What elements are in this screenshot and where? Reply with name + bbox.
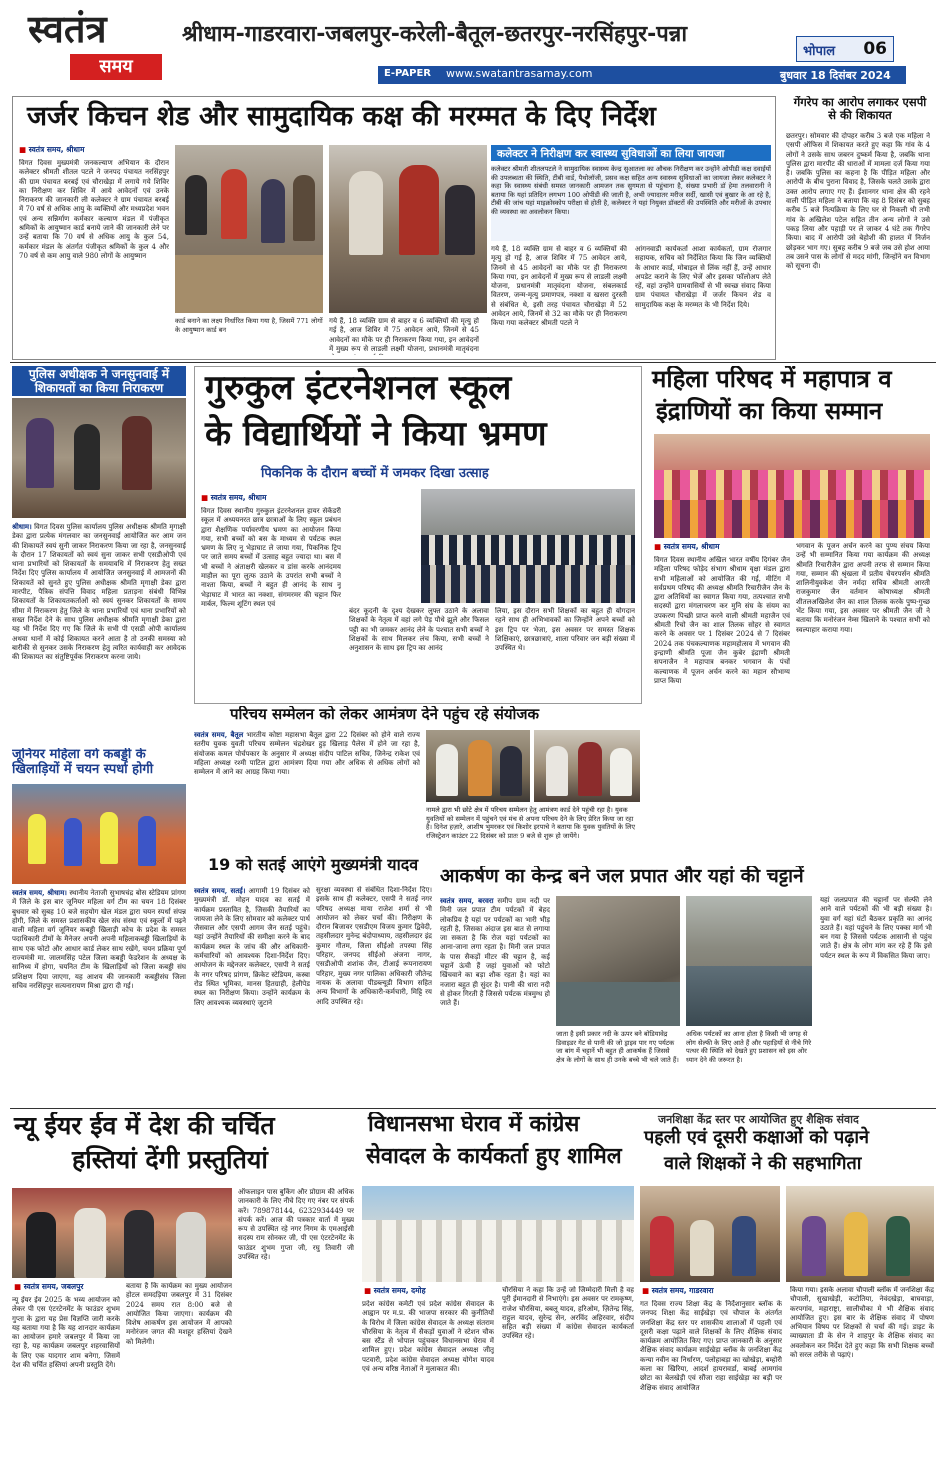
headline-line1: गुरुकुल इंटरनेशनल स्कूल [205,368,512,408]
photo-caption-2: अधिक पर्यटकों का आना होता है किसी भी जगह से लोग सेल्फी के लिए आते हैं और पहाड़ियों से नीचे गिरे पत्थर की स्थिति को देखते हुए प्रशासन को इस ओर ध्यान देने की जरूरत है। [686,1030,812,1064]
headline-line1: पहली एवं दूसरी कक्षाओं को पढ़ाने [644,1127,869,1148]
kicker: जनशिक्षा केंद्र स्तर पर आयोजित हुए शैक्षिक संवाद [658,1113,859,1126]
story-text-col1 [194,886,310,1104]
story-text-col2: बंदर कूदनी के दृश्य देखकर लुफ्त उठाने के अलावा शिक्षकों के नेतृत्व में वहां लगे पेड़ पौधे झूले और फिसल पट्टी का भी जमकर आनंद लेने के पश्चात सभी बच्चों ने शिक्षकों के साथ मिलकर लंच किया, सभी बच्चों ने अनुशासन के साथ इस ट्रिप का आनंद [349,607,489,653]
story-cm-visit [194,856,434,1106]
byline: स्वतंत्र समय, सतई। [194,886,246,895]
headline: गेंगरेप का आरोप लगाकर एसपी से की शिकायत [793,96,927,123]
story-text-col2: बताया है कि कार्यक्रम का मुख्य आयोजन होटल समदड़िया जबलपुर में 31 दिसंबर 2024 समय रात 8:00 बजे से आयोजित किया जाएगा। कार्यक्रम की विशेष आकर्षण इस आयोजन में आपको मनोरंजन जगत की मशहूर हस्तियां देखने को मिलेंगी। [126,1282,232,1346]
students-group-photo [421,489,635,603]
epaper-label: E-PAPER [384,68,431,79]
masthead [0,0,945,88]
story-text-col4: गये हैं, 18 व्यक्ति ग्राम से बाहर व 6 व्यक्तियों की मृत्यु हो गई है, आज शिविर में 75 आवेदन आये, जिनमें से 45 आवेदनों का मौके पर ही निराकरण किया गया, इन आवेदनों में मुख्य रूप से लाडली लक्ष्मी योजना, प्रधानमंत्री मातृवंदना योजना, संबलकार्ड वितरण, जन्म-मृत्यु प्रमाणपत्र, नक्शा व खसरा दुरस्ती से संबंधित थे, इसी तरह पंचायत चौराखेड़ा में 52 आवेदन आये, जिनमें से 32 का मौके पर ही निराकरण किया गया कलेक्टर श्रीमती पटले ने [491,245,627,328]
story-kabaddi-selection [12,748,186,1104]
byline: ■ स्वतंत्र समय, श्रीधाम [19,145,84,155]
story-new-year-eve [12,1112,356,1462]
story-mahila-parishad [648,366,934,862]
byline: श्रीधाम। [12,522,32,531]
headline-line1: न्यू ईयर ईव में देश की चर्चित [14,1112,275,1140]
headline-line2: के विद्यार्थियों ने किया भ्रमण [205,414,547,454]
headline-line2: इंद्राणियों का किया सम्मान [656,397,883,425]
city-name: भोपाल [803,44,836,59]
masthead-cities: श्रीधाम-गाडरवारा-जबलपुर-करेली-बैतूल-छतरपुर-नरसिंहपुर-पन्ना [182,22,688,47]
story-body: आगामी 19 दिसंबर को मुख्यमंत्री डॉ. मोहन यादव का सतई में कार्यक्रम प्रस्तावित है, जिसकी तैयारियों का जायजा लेने के लिए सोमवार को कलेक्टर पार्थ जैसवाल और एसपी आगम जैन सतई पहुंचे। यहां उन्होंने तैयारियों की समीक्षा करने के बाद कार्यक्रम स्थल के जांच की और अधिकारी-कर्मचारियों को आवश्यक दिशा-निर्देश दिए। आयोजन के मद्देनजर कलेक्टर, एसपी ने सतई के नगर परिषद प्रांगण, क्रिकेट स्टेडियम, कस्बा रोड स्थित भूमिका, मानस हितग्राही, हेलीपेड स्थल का निरीक्षण किया। उन्होंने कार्यक्रम के लिए आवश्यक व्यवस्थाएं जुटाने [194,887,310,1007]
subhead: कलेक्टर ने निरीक्षण कर स्वास्थ्य सुविधाओं का लिया जायजा [497,148,725,160]
divider [10,1108,936,1109]
city-badge [796,36,894,62]
story-kitchen-shed [12,96,776,360]
byline: स्वतंत्र समय, बैतूल [194,730,244,739]
story-sp-jansunwai [12,366,186,742]
byline: ■ स्वतंत्र समय, श्रीधाम [654,542,719,552]
story-text [12,522,186,740]
story-parichay-sammelan [194,706,640,850]
headline: आकर्षण का केन्द्र बने जल प्रपात और यहां की चट्टानें [440,866,804,887]
story-text-col5: आंगनवाडी कार्यकर्ता आशा कार्यकर्ता, ग्राम रोजगार सहायक, सचिव को निर्देशित किया कि जिन व्यक्तियों के आधार कार्ड, मोबाइल से लिंक नहीं हैं, उन्हें आधार अपडेट कराने के लिए भेजें और इसका फॉलोअप लेते रहें, वहां उन्होंने ग्रामवासियों से भी स्वच्छ संवाद किया ग्राम पंचायत चौराखेड़ा में जर्जर किचन शेड व सामुदायिक कक्ष के मरम्मत के भी निर्देश दिये। [635,245,771,309]
parishad-group-photo [654,434,930,538]
press-conference-photo [12,1188,232,1278]
story-body: विगत दिवस पुलिस कार्यालय पुलिस अधीक्षक श्रीमति मृगाक्षी डेका द्वारा प्रत्येक मंगलवार का जनसुनवाई आयोजित कर आम जन की शिकायतें स्वयं सुनी जाकर निराकरण किया जा रहा है, जनसुनवाई के दौरान 17 शिकायतों को स्वयं सुना जाकर सभी एसडीओपी एवं थाना प्रभारियों को शिकायतों के समयावधि में निराकरण हेतु सख्त निर्देश दिए पुलिस कार्यालय में आयोजित जनसुनवाई में आमजनों की शिकायतें को सुनते हुए पुलिस अधीक्षक श्रीमति मृगाक्षी डेका द्वारा मारपीट, पैत्रिक संपत्ति विवाद महिला प्रताड़ना संबंधी विभिन्न शिकायतों के शिकायतकर्ताओं को स्वयं सुनकर शिकायतों के समय सीमा में निराकरण हेतु जिले के थाना प्रभारियों एवं थाना प्रभारियों को सख्त निर्देश देने के साथ पुलिस अधीक्षक श्रीमति मृगाक्षी डेका द्वारा यह भी निर्देश दिए गए कि जिले के सभी पी एसडी ओपी कार्यालय अथवा थानों में कोई शिकायत करने आता है तो उनकी समस्या को बारीकी से सुनकर उसके निराकरण हेतु त्वरित कार्यवाही कर आवेदक की शिकायत का संतुष्टिपूर्वक निराकरण करना जाये। [12,523,186,662]
page-number: 06 [863,39,887,59]
story-body: भारतीय कोष्टा महासभा बैतूल द्वारा 22 दिसंबर को होने वाले राज्य स्तरीय युवक युवती परिचय सम्मेलन चंद्रशेखर हुड़ खिलाड़ पैलेस में होने जा रहा है, संयोजक कमल पोर्चपकार के अनुसार में अध्यक्ष संदीप पाटिल सचिव, जिनेन्द्र राकेश एवं महिला अध्यक्ष रश्मी पाटिल द्वारा आमंत्रण दिया गया और अधिक से अधिक लोगों को सम्मेलन में आने का आग्रह किया गया। [194,731,420,777]
story-text-col2: यहां जलप्रपात की चट्टानों पर सेल्फी लेने आने वाले पर्यटकों की भी बड़ी संख्या है। युवा वर्ग यहां घंटों बैठकर प्रकृति का आनंद उठाते हैं। यहां पहुंचने के लिए पक्का मार्ग भी बन गया है जिससे पर्यटक आसानी से पहुंच जाते हैं। क्षेत्र के लोग मांग कर रहे हैं कि इसे पर्यटन स्थल के रूप में विकसित किया जाए। [820,896,932,960]
issue-date: बुधवार 18 दिसंबर 2024 [780,69,891,82]
waterfall-rocks-photo-2 [686,896,812,1026]
story-text: छतरपुर। सोमवार की दोपहर करीब 3 बजे एक महिला ने एसपी ऑफिस में शिकायत करते हुए कहा कि गांव के 4 लोगों ने उसके साथ जबरन दुष्कर्म किया है, जबकि थाना पुलिस द्वारा मारपीट की धाराओं में मामला दर्ज किया गया है। जबकि पुलिस का कहना है कि पीड़ित महिला और आरोपी के बीच पुराना विवाद है, जिसके चलते उसके द्वारा उक्त आरोप लगाए गए हैं। ईशानगर थाना क्षेत्र की रहने वाली पीड़ित महिला ने बताया कि वह 8 दिसंबर को सुबह करीब 5 बजे नित्यक्रिया के लिए घर से निकली थी तभी गांव के अखिलेश पटेल सहित तीन अन्य लोगों ने उसे पकड़ लिया और पहाड़ी पर ले जाकर 4 घंटे तक गैंगरेप किया। बाद में आरोपी उसे बेहोशी की हालत में निर्जन छोड़कर भाग गए। सुबह करीब 9 बजे जब उसे होश आया तब उसने पास के लोगों से मदद मांगी, जिन्होंने वन विभाग को सूचना दी। [786,132,930,271]
headline: परिचय सम्मेलन को लेकर आमंत्रण देने पहुंच रहे संयोजक [230,706,540,723]
headline: जर्जर किचन शेड और सामुदायिक कक्ष की मरम्मत के दिए निर्देश [27,101,656,132]
collector-inspection-photo [175,145,323,313]
teachers-samvad-photo-1 [640,1186,780,1282]
lead-box-text: कलेक्टर श्रीमती शीतलपटले ने सामुदायिक स्वास्थ्य केन्द्र सुआतला का औचक निरीक्षण कर उन्होंने ओपीडी कक्ष दवाईयों की उपलब्धता की स्थिति, टीबी वार्ड, पैथोलॉजी, प्रसव कक्ष सहित अन्य स्वास्थ्य सुविधाओं का जायजा लेकर कलेक्टर ने कहा कि स्वास्थ्य संबंधी समस्त जानकारी आमजन तक सुगमता से पहुंचाना है, संख्या प्रभारी डॉ हेमा तलवारानी ने बताया कि यहां प्रतिदिन लगभग 100 ओपीडी की जाती है, अभी ज्यादातर मरीज सर्दी, खासी एवं बुखार के आ रहे है, टीबी की जांच यहां माइक्रोस्कोप परीक्षा से होती है, कलेक्टर ने यहां नियुक्त डॉक्टरों की उपस्थिति और मरीजों के उपचार की व्यवस्था का अवलोकन किया। [491,165,771,241]
story-text-col3: लिया, इस दौरान सभी शिक्षकों का बहुत ही योगदान रहने साथ ही अभिभावकों का जिन्होंने अपने बच्चों को इस ट्रिप पर भेजा, इस अवसर पर समस्त शिक्षक शिक्षिकाएं, छात्रछात्राएं, शाला परिवार जन बड़ी संख्या में उपस्थित थे। [495,607,635,653]
story-text-col1: प्रदेश कांग्रेस कमेटी एवं प्रदेश कांग्रेस सेवादल के आह्वान पर म.प्र. की भाजपा सरकार की कुनीतियों के विरोध में जिला कांग्रेस सेवादल के अध्यक्ष संतराम चौरसिया के नेतृत्व में सैकड़ों युवाओं ने स्टेशन चौक बस स्टैंड से भोपाल पहुंचकर विधानसभा घेराव में शामिल हुए। प्रदेश कांग्रेस सेवादल अध्यक्ष जीतू पटवारी, प्रदेश कांग्रेस सेवादल अध्यक्ष योगेश यादव एवं अन्य वरिष्ठ नेताओं ने मुलाकात की। [362,1300,494,1374]
story-congress-sevadal [362,1112,634,1462]
story-text-col1 [440,896,550,1104]
byline: स्वतंत्र समय, बरवरा [440,896,494,905]
subhead: पिकनिक के दौरान बच्चों में जमकर दिखा उत्साह [261,466,489,481]
story-text-col3: गये हैं, 18 व्यक्ति ग्राम से बाहर व 6 व्यक्तियों की मृत्यु हो गई है, आज शिविर में 75 आवेदन आये, जिनमें से 45 आवेदनों का मौके पर ही निराकरण किया गया, इन आवेदनों में मुख्य रूप से लाडली लक्ष्मी योजना, प्रधानमंत्री मातृवंदना [329,317,479,353]
photo-caption: नामले द्वारा भी छोटे क्षेत्र में परिचय सम्मेलन हेतु आमंत्रण कार्ड देने पहुंची रहा है। युवक युवतियों को सम्मेलन में पहुंचने एवं मंच से अपना परिचय देने के लिए प्रेरित किया जा रहा है। दिनेश हज़ारे, आशीष भुमरकर एवं किशोर इरपाचे ने बताया कि युवक युवतियों के लिए रजिस्ट्रेशन काउंटर 22 दिसंबर को प्रातः 9 बजे से शुरू हो जायेंगे। [426,806,636,840]
photo-caption-1: जाता है इसी प्रकार नदी के ऊपर बने बोडियावेद्र डिवाइडर गेट से पानी की जो ड्राइव पार गए पर्यटक जा बांग में चट्टानें भी बहुत ही आकर्षक हैं जिससे क्षेत्र के लोगों के साथ ही उनके बच्चे भी चले जाते हैं। [556,1030,679,1064]
headline-line2: हस्तियां देंगी प्रस्तुतियां [72,1145,268,1174]
logo-top: स्वतंत्र [28,7,107,51]
story-text-col1: विगत दिवस स्थानीय गुरुकुल इंटरनेशनल हायर सेकेंडरी स्कूल में अध्ययनरत छात्र छात्राओं के लिए स्कूल प्रबंधन द्वारा शैक्षणिक पर्यावरणीय भ्रमण का आयोजन किया गया, सभी बच्चों को बस के माध्यम से पर्यटक स्थल भ्रमण के लिए नू भेड़ाघाट ले जाया गया, पिकनिक ट्रिप पर जाते समय बच्चों में उत्साह बहुत ज्यादा था। बस में भी बच्चों ने अंताक्षरी खेलकर व डांस करके आनंदमय माहौल का पूरा लुत्फ उठाने के उपरांत सभी बच्चों ने नाश्ता किया, बच्चों ने बहुत ही आनंद के साथ नू भेड़ाघाट में भारत का नक्शा, संगमरमर की चट्टान फिर मार्बल, फिल्म शूटिंग स्थल एवं [201,507,341,608]
story-text-col1: न्यू ईयर ईव 2025 के भव्य आयोजन को लेकर पी एस एंटरटेनमेंट के फाउंडर शुभम गुप्ता के द्वारा यह प्रेस विज्ञप्ति जारी करके यह बताया गया है कि यह शानदार कार्यक्रम का आयोजन हमारे जबलपुर में किया जा रहा है, यह कार्यक्रम जबलपुर शहरवासियों के लिए एक यादगार शाम बनेगा, जिसमें देश की चर्चित हस्तियां अपनी प्रस्तुति देंगे। [12,1296,120,1370]
photo-caption: कार्ड बनाने का लक्ष्य निर्धारित किया गया है, जिसमें 771 लोगों के आयुष्मान कार्ड बन [175,317,323,334]
story-text [194,730,420,848]
teachers-samvad-photo-2 [786,1186,934,1282]
headline: 19 को सतई आएंगे मुख्यमंत्री यादव [208,856,419,874]
sammelan-invite-photo-1 [426,730,530,802]
story-body: स्थानीय नेताजी सुभाषचंद्र बोस स्टेडियम प्रांगण में जिले के इस बार जूनियर महिला वर्ग टीम का चयन 18 दिसंबर बुधवार को सुबह 10 बजे सहयोग खेल मंडल द्वारा चयन स्पर्धा संपन्न होगी, जिले के समस्त प्रशासकीय खेल संघ संस्था एवं स्कूलों में पढ़ने वाली महिला वर्ग जूनियर कबड्डी खिलाड़ी कोच के प्रदेश के समस्त पदाधिकारी टीमों के मैनेजर अपनी अपनी महिलाकबड्डी खिलाड़ियों के साथ एक फोटो और आधार कार्ड लेकर साथ रखेंगे, चयन प्रक्रिया पूर्ण राज्यमंत्री मा. जालमसिंह पटेल जिला कबड्डी फेडरेशन के अध्यक्ष के सानिध्य में होगा, चयनित टीम के खिलाड़ियों को जिला कबड्डी संघ प्रशिक्षण दिया जाएगा, यह आशय की जानकारी कबड्डीसंघ जिला सचिव नरसिंहपुर सत्यनारायण मिश्रा द्वारा दी गई। [12,889,186,990]
logo-bottom-plate [70,54,162,80]
byline: ■ स्वतंत्र समय, श्रीधाम [201,493,266,503]
story-text-col2: भगवान के पूजन अर्चन करने का पुण्य संचय किया उन्हें भी सम्मानित किया गया कार्यक्रम की अध्यक्ष श्रीमति रिचारीजैन द्वारा अपनी तरफ से सम्मान किया गया, सम्मान की श्रृंखला में प्रतीय चेयरपर्सन श्रीमति शालिनीयुवकेश जैन नर्मदा सचिव श्रीमती आरती राजकुमार जैन वर्तमान कोषाध्यक्ष श्रीमती शीतलअखिलेश जैन का शाल तिलक करके पुष्प-गुच्छ भेंट किया गया, इस अवसर पर श्रीमती जैन जी ने बताया कि मनोरंजन नेम्स खिलाने के पश्चात सभी को स्वल्पाहार कराया गया। [796,542,930,634]
story-text-col2: सुरक्षा व्यवस्था से संबंधित दिशा-निर्देश दिए। इसके साथ ही कलेक्टर, एसपी ने सतई नगर परिषद अध्यक्ष माया राजेश शर्मा से भी आयोजन को लेकर चर्चा की। निरीक्षण के दौरान बिजावर एसडीएम विजय कुमार द्विवेदी, तहसीलदार मुनेन्द्र बंदोपाध्याय, तहसीलदार इंद्र कुमार गौतम, जिला सीईओ तपस्या सिंह परिहार, जनपद सीईओ अंजना नागर, एसडीओपी शशांक जैन, टीआई रूपनारायण परिहार, मुख्य नगर पालिका अधिकारी जीतेन्द्र नायक के अलावा पीडब्ल्यूडी विभाग सहित अन्य विभागों के अधिकारी-कर्मचारी, मिट्टि रय आदि उपस्थित रहे। [316,886,432,1006]
story-shaikshik-samvad [640,1112,934,1462]
story-body: समीप ग्राम नदी पर मिनी जल प्रपात टीम पर्यटकों में बेहद लोकप्रिय है यहां पर पर्यटकों का भारी भीड़ रहती है, जिसका अंदाज इस बात से लगाया जा सकता है कि रोज यहां पर्यटकों का आना-जाना लगा रहता है। मिनी जल प्रपात के पास सैकड़ों मीटर की चट्टान है, कई चट्टानें ऊंची हैं जहां युवाओं को फोटो खिंचवाने का बड़ा शौक रहता है। यहां का नजारा बहुत ही सुंदर है। पानी की धारा नदी से होकर गिरती है जिससे पर्यटक मंत्रमुग्ध हो जाते हैं। [440,897,550,1008]
story-text-col3: ऑफलाइन पास बुकिंग और प्रोग्राम की अधिक जानकारी के लिए नीचे दिए गए नंबर पर संपर्क करें। 789878144, 6232934449 पर संपर्क करें। आज की पत्रकार वार्ता में मुख्य रूप से उपस्थित रहे नगर निगम के एमआईसी सदस्य राम सोनकर जी, पी एस एंटरटेनमेंट के फाउंडर शुभम गुप्ता जी, रघु तिवारी जी उपस्थित रहे। [238,1188,354,1262]
byline: स्वतंत्र समय, श्रीधाम। [12,888,67,897]
collector-reviewing-photo [329,145,487,313]
jansunwai-photo [12,398,186,518]
byline: ■ स्वतंत्र समय, जबलपुर [14,1282,83,1292]
story-text-col1: विगत दिवस मुख्यमंत्री जनकल्याण अभियान के दौरान कलेक्टर श्रीमती शीतल पटले ने जनपद पंचायत नरसिंहपुर की ग्राम पंचायत बरबई एवं चौराखेड़ा में लगाये गये शिविर का निरीक्षण कर शिविर में आये आवेदनों एवं उनके निराकरण की जानकारी ली कलेक्टर ने ग्राम पंचायत बरबई में 70 वर्ष से अधिक आयु के व्यक्तियों और मध्यप्रदेश भवन एवं अन्य सन्निर्माण कर्मकार कल्याण मंडल में पंजीकृत श्रमिकों के आयुष्मान कार्ड बनाये जाने की जानकारी लेने पर उन्हें बताया कि 70 वर्ष से अधिक आयु के कुल 54, कर्मकार मंडल के अंतर्गत पंजीकृत श्रमिकों के कुल 4 और 70 वर्ष से कम आयु वाले 980 लोगों के आयुष्मान [19,159,169,260]
byline: ■ स्वतंत्र समय, गाडरवारा [642,1286,714,1296]
story-text [12,888,186,1102]
headline-line1: विधानसभा घेराव में कांग्रेस [368,1112,580,1137]
byline: ■ स्वतंत्र समय, दमोह [364,1286,426,1296]
story-text-col2: किया गया। इसके अलावा चौपाली ब्लॉक में जनशिक्षा केंद्र चौपाली, सुखाखेड़ी, कटोतिया, नेवंदखेड़ा, बाघवाड़ा, करपगांव, महाराष्ट्रा, सालीचौका मे भी शैक्षिक संवाद आयोजित हुए। इस बार के शैक्षिक संवाद में पोषण अभियान विषय पर शिक्षकों से चर्चा की गई। डाइट के व्याख्याता डी के सेन ने शाहपुर के शैक्षिक संवाद का अवलोकन कर निर्देश देते हुए कहा कि सभी शिक्षक बच्चों को सरल तरीके से पढ़ाएं। [790,1286,934,1360]
story-waterfall [440,866,934,1106]
headline-line1: महिला परिषद में महापात्र व [652,366,892,393]
headline-line2: सेवादल के कार्यकर्ता हुए शामिल [366,1144,622,1169]
story-gurukul-trip [194,366,642,704]
logo-bottom: समय [99,56,133,77]
divider [10,362,936,363]
kabaddi-players-photo [12,784,186,884]
sammelan-invite-photo-2 [534,730,640,802]
website-link[interactable]: www.swatantrasamay.com [446,67,593,80]
waterfall-rocks-photo-1 [556,896,680,1026]
story-gangrape-complaint [782,96,934,358]
story-text-col1: विगत दिवस स्थानीय अखिल भारत वर्षीय दिगंबर जैन महिला परिषद फोड़ेद संभाग श्रीधाम वृक्षा मंडल द्वारा सभी महिलाओं को आयोजित की गई, मीटिंग में सर्वप्रथम परिषद की अध्यक्ष श्रीमति रिचारीजैन जैन के द्वारा अतिथियों का स्वागत किया गया, तत्पश्चात सभी सदस्यों द्वारा मंगलाचरण कर मुनि संघ के संयम का उपकरण पिच्छी प्राप्त करने वाली श्रीमती महाजैन एवं श्रीमती रिचो जैन का शाल तिलक सोहर से स्वागत करने के अवसर पर 1 दिसंबर 2024 से 7 दिसंबर 2024 तक पंचकल्याणक महामहोत्सव में भगवान की इन्द्राणी श्रीमति पूजा जैन कुबेर इंद्राणी श्रीमती सपनाजैन ने महापात्र बनकर भगवान के पंचों कल्याणक में पूजन अर्चन करने का महान सौभाग्य प्राप्त किया [654,556,790,685]
story-text-col1: गत दिवस राज्य शिक्षा केंद्र के निर्देशानुसार ब्लॉक के जनपद शिक्षा केंद्र साईखेड़ा एवं चौपाल के अंतर्गत जनशिक्षा केंद्र स्तर पर शासकीय शालाओं में पहली एवं दूसरी कक्षा पढ़ाने वाले शिक्षकों के लिए शैक्षिक संवाद कार्यक्रम आयोजित किए गए। प्राप्त जानकारी के अनुसार शैक्षिक संवाद कार्यक्रम साईखेड़ा ब्लॉक के जनशिक्षा केंद्र कन्या नवीन का निर्धारण, पलोहाबड़ा का खोखेड़ा, बम्होरी कला का खिरिया, आदर्श हायरावर्डा, बाबई आमगांव छोटा का बेलखेड़ी एवं सौंजा राहा साईखेड़ा का बड़ी पर शैक्षिक संवाद आयोजित [640,1300,782,1392]
story-text-col2: चौरसिया ने कहा कि उन्हें जो जिम्मेदारी मिली है वह पूरी ईमानदारी से निभाएंगे। इस अवसर पर रामकृष्ण, राजेश चौरसिया, बबलू यादव, हरिओम, ज़ितेन्द्र सिंह, राहुल यादव, सुरेन्द्र सेन, अरविंद अहिरवार, संदीप सहित बड़ी संख्या में कांग्रेस सेवादल कार्यकर्ता उपस्थित रहे। [502,1286,634,1341]
headline: पुलिस अधीक्षक ने जनसुनवाई में शिकायतों का किया निराकरण [28,367,170,395]
headline-line2: वाले शिक्षकों ने की सहभागिता [664,1153,862,1174]
headline: जूनियर महिला वर्ग कबड्डी के खिलाड़ियों में चयन स्पर्धा होगी [12,748,154,777]
sevadal-workers-photo [362,1186,634,1282]
